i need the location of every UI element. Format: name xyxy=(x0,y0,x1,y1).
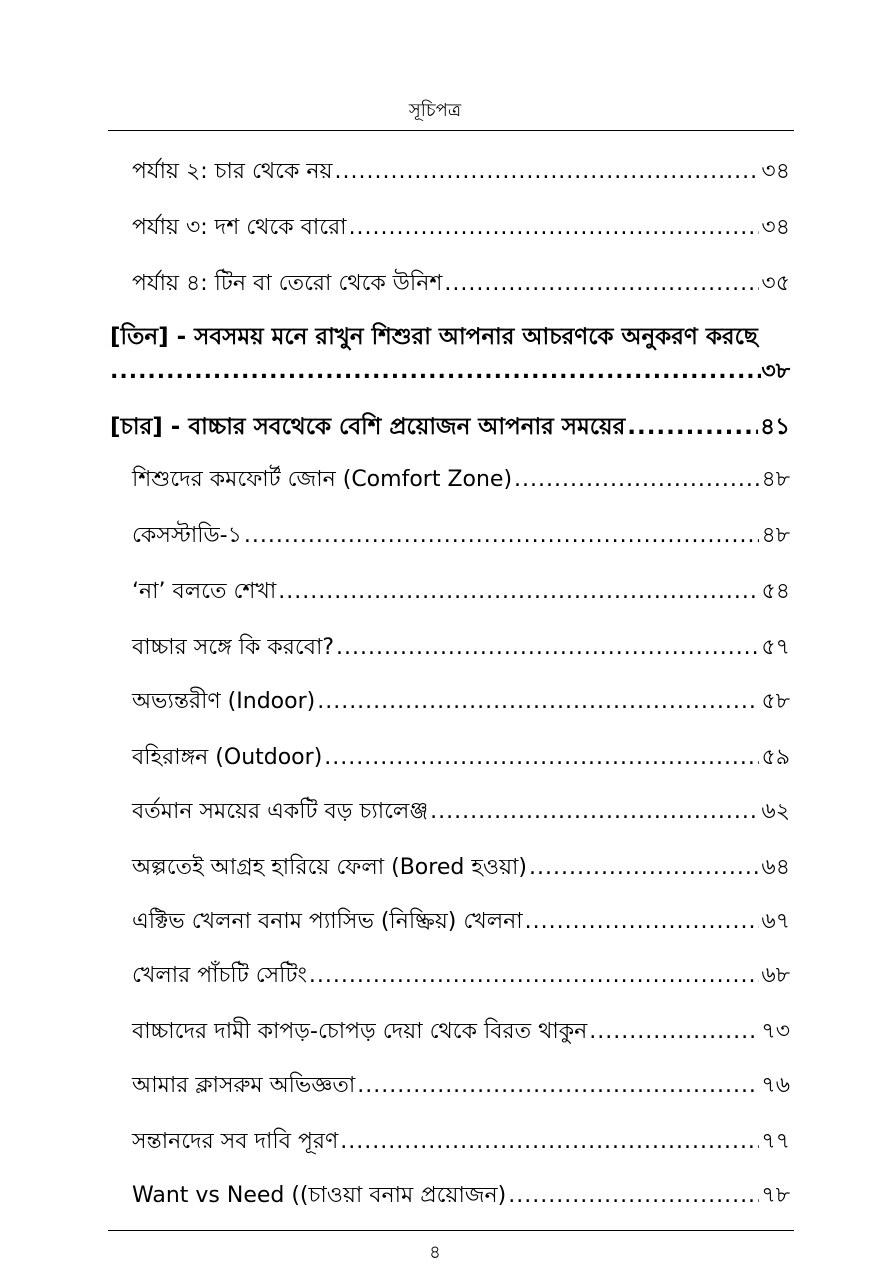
toc-entry-label: পর্যায় ৪: টিন বা তেরো থেকে উনিশ xyxy=(132,271,443,296)
page-number: ৪ xyxy=(429,1242,441,1263)
toc-page-number: ৭৩ xyxy=(761,1019,790,1044)
toc-entry-label: আমার ক্লাসরুম অভিজ্ঞতা xyxy=(132,1073,356,1098)
toc-entry-label: পর্যায় ৩: দশ থেকে বারো xyxy=(132,215,347,240)
toc-entry[interactable] xyxy=(132,210,790,244)
dot-leader xyxy=(430,799,759,824)
toc-entry-label: কেসস্টাডি-১ xyxy=(132,523,242,548)
toc-page-number: ৩৮ xyxy=(761,359,790,384)
toc-page-number: ৫৭ xyxy=(761,635,790,660)
dot-leader xyxy=(514,467,759,492)
toc-entry-label: এক্টিভ খেলনা বনাম প্যাসিভ (নিষ্ক্রিয়) খেলনা xyxy=(132,909,523,934)
toc-entry[interactable] xyxy=(132,1178,790,1212)
toc-page-number: ৪৮ xyxy=(761,467,790,492)
toc-entry[interactable] xyxy=(132,462,790,496)
toc-entry[interactable] xyxy=(132,266,790,300)
toc-entry[interactable] xyxy=(132,958,790,992)
dot-leader xyxy=(340,1129,759,1154)
toc-page-number: ৪১ xyxy=(760,414,790,440)
dot-leader xyxy=(529,855,759,880)
toc-entry-label: সন্তানদের সব দাবি পূরণ xyxy=(132,1129,339,1154)
toc-page-number: ৫৪ xyxy=(761,579,790,604)
footer-rule xyxy=(108,1230,794,1231)
dot-leader xyxy=(278,579,759,604)
toc-entry[interactable] xyxy=(132,630,790,664)
toc-page-number: ৩৫ xyxy=(761,271,790,296)
toc-page-number: ৫৮ xyxy=(761,689,790,714)
toc-chapter-title: [চার] - বাচ্চার সবথেকে বেশি প্রয়োজন আপনার সময়ের xyxy=(110,414,626,440)
dot-leader xyxy=(309,963,759,988)
dot-leader xyxy=(244,523,760,548)
toc-entry-label: বাচ্চাদের দামী কাপড়-চোপড় দেয়া থেকে বিরত থাকুন xyxy=(132,1019,588,1044)
dot-leader xyxy=(110,359,761,384)
toc-page-number: ৭৮ xyxy=(761,1183,790,1208)
toc-page-number: ৫৯ xyxy=(761,745,790,770)
toc-page-number: ৪৮ xyxy=(761,523,790,548)
toc-entry[interactable] xyxy=(132,1124,790,1158)
toc-page-number: ৩৪ xyxy=(761,215,790,240)
toc-entry[interactable] xyxy=(132,904,790,938)
toc-entry[interactable] xyxy=(132,740,790,774)
running-header: সূচিপত্র xyxy=(408,100,462,121)
toc-entry-label: খেলার পাঁচটি সেটিং xyxy=(132,963,307,988)
toc-entry-label: শিশুদের কমফোর্ট জোন (Comfort Zone) xyxy=(132,467,513,492)
dot-leader xyxy=(627,414,758,440)
toc-chapter-entry[interactable] xyxy=(110,408,790,442)
toc-entry-label: ‘না’ বলতে শেখা xyxy=(132,579,277,604)
toc-page-number: ৭৬ xyxy=(761,1073,790,1098)
toc-entry[interactable] xyxy=(132,518,790,552)
toc-chapter-continuation[interactable] xyxy=(110,354,790,391)
toc-entry[interactable] xyxy=(132,154,790,188)
toc-entry-label: বহিরাঙ্গন (Outdoor) xyxy=(132,745,323,770)
header-rule xyxy=(108,130,794,131)
toc-page-number: ৬২ xyxy=(761,799,790,824)
dot-leader xyxy=(324,745,759,770)
toc-page-number: ৭৭ xyxy=(761,1129,790,1154)
toc-page-number: ৩৪ xyxy=(761,159,790,184)
dot-leader xyxy=(589,1019,759,1044)
toc-entry[interactable] xyxy=(132,574,790,608)
dot-leader xyxy=(508,1183,759,1208)
dot-leader xyxy=(336,635,759,660)
toc-page-number: ৬৭ xyxy=(761,909,790,934)
toc-entry[interactable] xyxy=(132,684,790,718)
toc-entry[interactable] xyxy=(132,1068,790,1102)
dot-leader xyxy=(525,909,760,934)
toc-entry-label: বাচ্চার সঙ্গে কি করবো? xyxy=(132,635,335,660)
dot-leader xyxy=(357,1073,759,1098)
toc-entry-label: অভ্যন্তরীণ (Indoor) xyxy=(132,689,316,714)
toc-entry[interactable] xyxy=(132,850,790,884)
toc-page-number: ৬৮ xyxy=(761,963,790,988)
dot-leader xyxy=(349,215,760,240)
toc-page-number: ৬৪ xyxy=(761,855,790,880)
toc-entry[interactable] xyxy=(132,794,790,828)
dot-leader xyxy=(444,271,759,296)
toc-entry-label: Want vs Need ((চাওয়া বনাম প্রয়োজন) xyxy=(132,1183,507,1208)
toc-entry-label: পর্যায় ২: চার থেকে নয় xyxy=(132,159,333,184)
toc-entry[interactable] xyxy=(132,1014,790,1048)
toc-entry-label: অল্পতেই আগ্রহ হারিয়ে ফেলা (Bored হওয়া) xyxy=(132,855,527,880)
toc-chapter-title[interactable]: [তিন] - সবসময় মনে রাখুন শিশুরা আপনার আচরণকে অনুকরণ করছে xyxy=(110,324,758,350)
toc-entry-label: বর্তমান সময়ের একটি বড় চ্যালেঞ্জ xyxy=(132,799,429,824)
dot-leader xyxy=(317,689,759,714)
dot-leader xyxy=(335,159,760,184)
